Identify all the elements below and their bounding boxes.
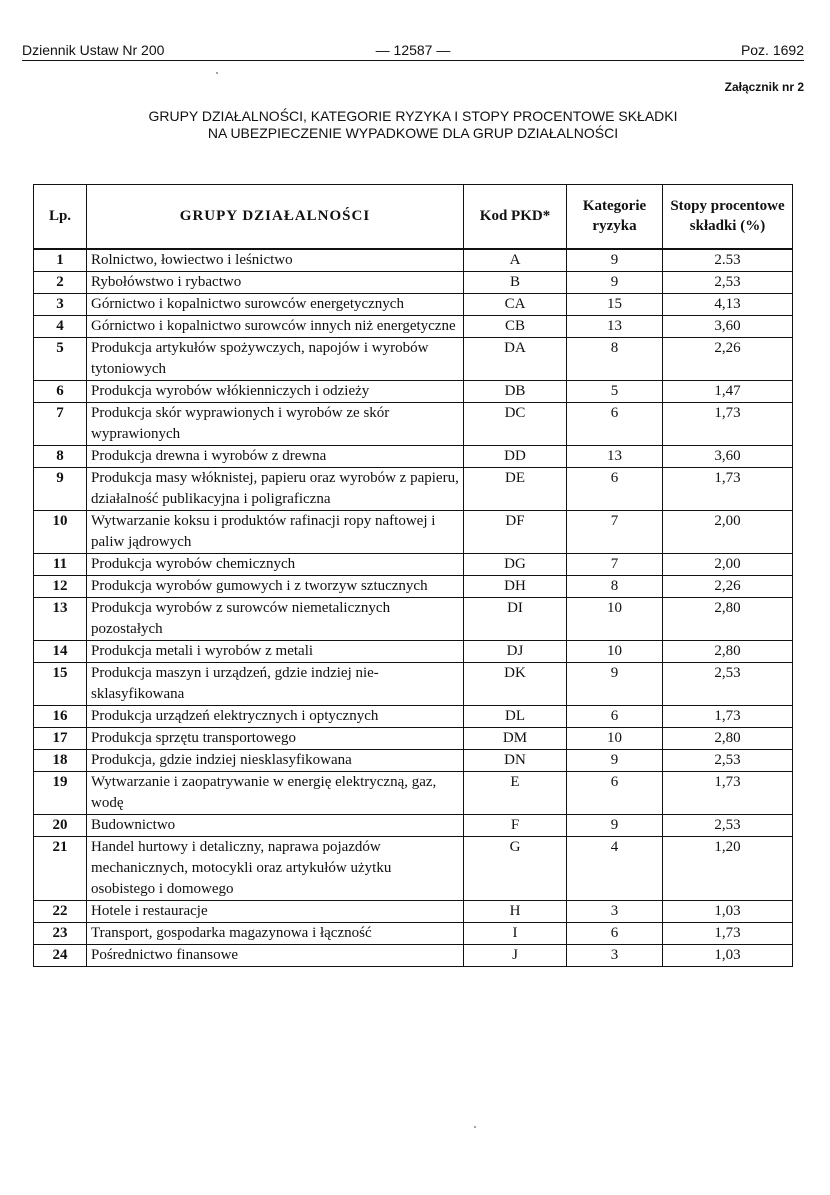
row-lp: 21	[34, 836, 87, 900]
row-activity-name: Produkcja wyrobów gumowych i z tworzyw sztucznych	[87, 575, 464, 597]
row-pkd-code: DK	[464, 662, 567, 705]
row-lp: 12	[34, 575, 87, 597]
row-lp: 14	[34, 640, 87, 662]
row-contribution-rate: 1,03	[663, 944, 793, 966]
table-row	[34, 337, 793, 380]
table-row	[34, 836, 793, 900]
row-activity-name: Produkcja sprzętu transportowego	[87, 727, 464, 749]
row-pkd-code: J	[464, 944, 567, 966]
row-risk-category: 10	[567, 640, 663, 662]
table-header-row	[34, 185, 793, 249]
annex-label: Załącznik nr 2	[724, 80, 804, 94]
row-contribution-rate: 2,26	[663, 575, 793, 597]
table-row	[34, 922, 793, 944]
row-risk-category: 6	[567, 771, 663, 814]
table-row	[34, 467, 793, 510]
row-risk-category: 15	[567, 293, 663, 315]
row-contribution-rate: 2,80	[663, 597, 793, 640]
row-activity-name: Rolnictwo, łowiectwo i leśnictwo	[87, 249, 464, 272]
row-activity-name: Handel hurtowy i detaliczny, naprawa pojazdów mechanicznych, motocykli oraz artykułów użytku osobistego i domowego	[87, 836, 464, 900]
row-activity-name: Górnictwo i kopalnictwo surowców energetycznych	[87, 293, 464, 315]
row-pkd-code: F	[464, 814, 567, 836]
row-lp: 18	[34, 749, 87, 771]
row-activity-name: Hotele i restauracje	[87, 900, 464, 922]
table-row	[34, 705, 793, 727]
row-activity-name: Produkcja, gdzie indziej niesklasyfikowana	[87, 749, 464, 771]
document-title	[30, 108, 796, 142]
row-lp: 6	[34, 380, 87, 402]
row-risk-category: 13	[567, 315, 663, 337]
row-risk-category: 4	[567, 836, 663, 900]
row-contribution-rate: 3,60	[663, 445, 793, 467]
table-row	[34, 445, 793, 467]
row-lp: 22	[34, 900, 87, 922]
row-lp: 10	[34, 510, 87, 553]
table-row	[34, 900, 793, 922]
row-pkd-code: DD	[464, 445, 567, 467]
table-row	[34, 510, 793, 553]
row-lp: 7	[34, 402, 87, 445]
row-contribution-rate: 2,80	[663, 727, 793, 749]
row-risk-category: 9	[567, 662, 663, 705]
row-risk-category: 13	[567, 445, 663, 467]
row-risk-category: 6	[567, 705, 663, 727]
row-contribution-rate: 2,00	[663, 553, 793, 575]
table-row	[34, 293, 793, 315]
journal-name: Dziennik Ustaw Nr 200	[22, 42, 165, 58]
row-contribution-rate: 2,26	[663, 337, 793, 380]
row-pkd-code: DH	[464, 575, 567, 597]
page-number: — 12587 —	[375, 42, 451, 58]
row-risk-category: 7	[567, 510, 663, 553]
row-contribution-rate: 1,20	[663, 836, 793, 900]
row-contribution-rate: 2,80	[663, 640, 793, 662]
row-contribution-rate: 2,53	[663, 662, 793, 705]
row-risk-category: 3	[567, 900, 663, 922]
table-row	[34, 271, 793, 293]
row-contribution-rate: 1,73	[663, 771, 793, 814]
row-contribution-rate: 2,53	[663, 271, 793, 293]
row-activity-name: Produkcja urządzeń elektrycznych i optycznych	[87, 705, 464, 727]
row-lp: 11	[34, 553, 87, 575]
row-pkd-code: DG	[464, 553, 567, 575]
row-lp: 24	[34, 944, 87, 966]
row-pkd-code: DI	[464, 597, 567, 640]
row-risk-category: 7	[567, 553, 663, 575]
title-line-2: NA UBEZPIECZENIE WYPADKOWE DLA GRUP DZIAŁALNOŚCI	[207, 125, 619, 141]
row-lp: 2	[34, 271, 87, 293]
table-row	[34, 597, 793, 640]
row-risk-category: 6	[567, 402, 663, 445]
scan-speck	[474, 1126, 476, 1128]
row-pkd-code: CA	[464, 293, 567, 315]
table-row	[34, 749, 793, 771]
row-lp: 5	[34, 337, 87, 380]
row-activity-name: Produkcja wyrobów włókienniczych i odzieży	[87, 380, 464, 402]
row-activity-name: Budownictwo	[87, 814, 464, 836]
row-pkd-code: E	[464, 771, 567, 814]
row-pkd-code: DM	[464, 727, 567, 749]
table-row	[34, 662, 793, 705]
row-activity-name: Produkcja artykułów spożywczych, napojów i wyrobów tytoniowych	[87, 337, 464, 380]
row-risk-category: 6	[567, 467, 663, 510]
row-contribution-rate: 1,73	[663, 922, 793, 944]
scan-speck	[216, 72, 218, 74]
row-pkd-code: DF	[464, 510, 567, 553]
row-pkd-code: DN	[464, 749, 567, 771]
row-lp: 16	[34, 705, 87, 727]
row-activity-name: Produkcja wyrobów chemicznych	[87, 553, 464, 575]
row-contribution-rate: 1,73	[663, 705, 793, 727]
row-contribution-rate: 1,73	[663, 467, 793, 510]
row-risk-category: 9	[567, 249, 663, 272]
row-risk-category: 6	[567, 922, 663, 944]
row-risk-category: 8	[567, 337, 663, 380]
row-pkd-code: B	[464, 271, 567, 293]
row-contribution-rate: 3,60	[663, 315, 793, 337]
row-risk-category: 9	[567, 271, 663, 293]
row-risk-category: 5	[567, 380, 663, 402]
header-lp: Lp.	[34, 185, 87, 249]
table-row	[34, 249, 793, 272]
row-contribution-rate: 2,00	[663, 510, 793, 553]
table-row	[34, 553, 793, 575]
row-contribution-rate: 2,53	[663, 749, 793, 771]
row-pkd-code: DB	[464, 380, 567, 402]
table-row	[34, 575, 793, 597]
position-number: Poz. 1692	[740, 42, 804, 58]
table-row	[34, 727, 793, 749]
row-lp: 8	[34, 445, 87, 467]
row-activity-name: Górnictwo i kopalnictwo surowców innych niż energetyczne	[87, 315, 464, 337]
row-activity-name: Produkcja maszyn i urządzeń, gdzie indziej nie-sklasyfikowana	[87, 662, 464, 705]
row-activity-name: Produkcja metali i wyrobów z metali	[87, 640, 464, 662]
row-activity-name: Produkcja wyrobów z surowców niemetalicznych pozostałych	[87, 597, 464, 640]
row-contribution-rate: 1,47	[663, 380, 793, 402]
row-lp: 13	[34, 597, 87, 640]
row-lp: 1	[34, 249, 87, 272]
row-lp: 23	[34, 922, 87, 944]
row-contribution-rate: 1,03	[663, 900, 793, 922]
row-pkd-code: DA	[464, 337, 567, 380]
row-activity-name: Produkcja masy włóknistej, papieru oraz wyrobów z papieru, działalność publikacyjna i poligraficzna	[87, 467, 464, 510]
row-risk-category: 9	[567, 814, 663, 836]
row-contribution-rate: 2.53	[663, 249, 793, 272]
row-activity-name: Wytwarzanie koksu i produktów rafinacji ropy naftowej i paliw jądrowych	[87, 510, 464, 553]
row-pkd-code: H	[464, 900, 567, 922]
table-row	[34, 402, 793, 445]
row-activity-name: Rybołówstwo i rybactwo	[87, 271, 464, 293]
row-pkd-code: CB	[464, 315, 567, 337]
row-lp: 3	[34, 293, 87, 315]
page-header	[22, 40, 804, 61]
table-row	[34, 315, 793, 337]
row-lp: 19	[34, 771, 87, 814]
row-pkd-code: DE	[464, 467, 567, 510]
row-activity-name: Transport, gospodarka magazynowa i łączność	[87, 922, 464, 944]
header-groups: GRUPY DZIAŁALNOŚCI	[87, 185, 464, 249]
row-lp: 20	[34, 814, 87, 836]
table-row	[34, 814, 793, 836]
row-activity-name: Produkcja drewna i wyrobów z drewna	[87, 445, 464, 467]
activity-groups-table	[33, 184, 793, 967]
row-activity-name: Pośrednictwo finansowe	[87, 944, 464, 966]
header-code: Kod PKD*	[464, 185, 567, 249]
row-risk-category: 9	[567, 749, 663, 771]
row-pkd-code: I	[464, 922, 567, 944]
table-row	[34, 771, 793, 814]
row-pkd-code: DL	[464, 705, 567, 727]
header-rate: Stopy procentowe składki (%)	[663, 185, 793, 249]
title-line-1: GRUPY DZIAŁALNOŚCI, KATEGORIE RYZYKA I STOPY PROCENTOWE SKŁADKI	[148, 108, 678, 124]
row-activity-name: Wytwarzanie i zaopatrywanie w energię elektryczną, gaz, wodę	[87, 771, 464, 814]
row-pkd-code: A	[464, 249, 567, 272]
row-contribution-rate: 4,13	[663, 293, 793, 315]
row-lp: 17	[34, 727, 87, 749]
row-pkd-code: DJ	[464, 640, 567, 662]
row-risk-category: 10	[567, 597, 663, 640]
row-risk-category: 3	[567, 944, 663, 966]
row-activity-name: Produkcja skór wyprawionych i wyrobów ze skór wyprawionych	[87, 402, 464, 445]
row-risk-category: 10	[567, 727, 663, 749]
row-lp: 4	[34, 315, 87, 337]
row-contribution-rate: 1,73	[663, 402, 793, 445]
table-row	[34, 640, 793, 662]
row-pkd-code: DC	[464, 402, 567, 445]
table-row	[34, 944, 793, 966]
row-risk-category: 8	[567, 575, 663, 597]
row-lp: 9	[34, 467, 87, 510]
table-row	[34, 380, 793, 402]
header-category: Kategorie ryzyka	[567, 185, 663, 249]
row-contribution-rate: 2,53	[663, 814, 793, 836]
row-lp: 15	[34, 662, 87, 705]
row-pkd-code: G	[464, 836, 567, 900]
